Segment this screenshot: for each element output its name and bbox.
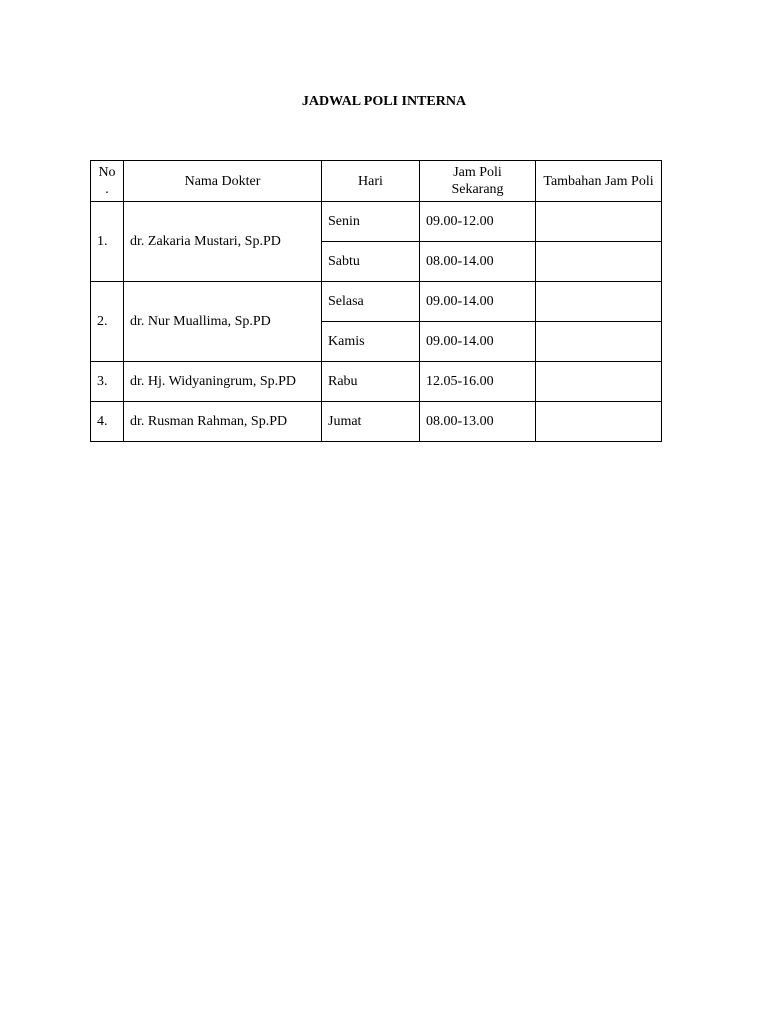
cell-hari: Kamis xyxy=(322,322,420,362)
document-title: JADWAL POLI INTERNA xyxy=(301,94,467,109)
header-tambahan: Tambahan Jam Poli xyxy=(536,161,662,202)
cell-jam-poli: 08.00-13.00 xyxy=(420,402,536,442)
cell-jam-poli: 12.05-16.00 xyxy=(420,362,536,402)
cell-nama-dokter: dr. Rusman Rahman, Sp.PD xyxy=(124,402,322,442)
cell-jam-poli: 09.00-14.00 xyxy=(420,322,536,362)
cell-hari: Sabtu xyxy=(322,242,420,282)
cell-jam-poli: 09.00-12.00 xyxy=(420,202,536,242)
header-hari: Hari xyxy=(322,161,420,202)
cell-tambahan xyxy=(536,362,662,402)
header-no: No . xyxy=(91,161,124,202)
cell-tambahan xyxy=(536,202,662,242)
table-row xyxy=(91,362,662,402)
table-row xyxy=(91,282,662,322)
table-row xyxy=(91,202,662,242)
cell-hari: Selasa xyxy=(322,282,420,322)
cell-jam-poli: 08.00-14.00 xyxy=(420,242,536,282)
cell-tambahan xyxy=(536,242,662,282)
cell-nama-dokter: dr. Hj. Widyaningrum, Sp.PD xyxy=(124,362,322,402)
header-jam-poli: Jam Poli Sekarang xyxy=(420,161,536,202)
cell-tambahan xyxy=(536,402,662,442)
cell-hari: Senin xyxy=(322,202,420,242)
cell-tambahan xyxy=(536,282,662,322)
cell-hari: Jumat xyxy=(322,402,420,442)
cell-no: 2. xyxy=(91,282,124,362)
cell-no: 1. xyxy=(91,202,124,282)
header-nama-dokter: Nama Dokter xyxy=(124,161,322,202)
cell-no: 3. xyxy=(91,362,124,402)
cell-hari: Rabu xyxy=(322,362,420,402)
schedule-table xyxy=(90,160,662,442)
cell-nama-dokter: dr. Nur Muallima, Sp.PD xyxy=(124,282,322,362)
table-row xyxy=(91,402,662,442)
cell-jam-poli: 09.00-14.00 xyxy=(420,282,536,322)
table-header-row xyxy=(91,161,662,202)
cell-nama-dokter: dr. Zakaria Mustari, Sp.PD xyxy=(124,202,322,282)
cell-tambahan xyxy=(536,322,662,362)
cell-no: 4. xyxy=(91,402,124,442)
